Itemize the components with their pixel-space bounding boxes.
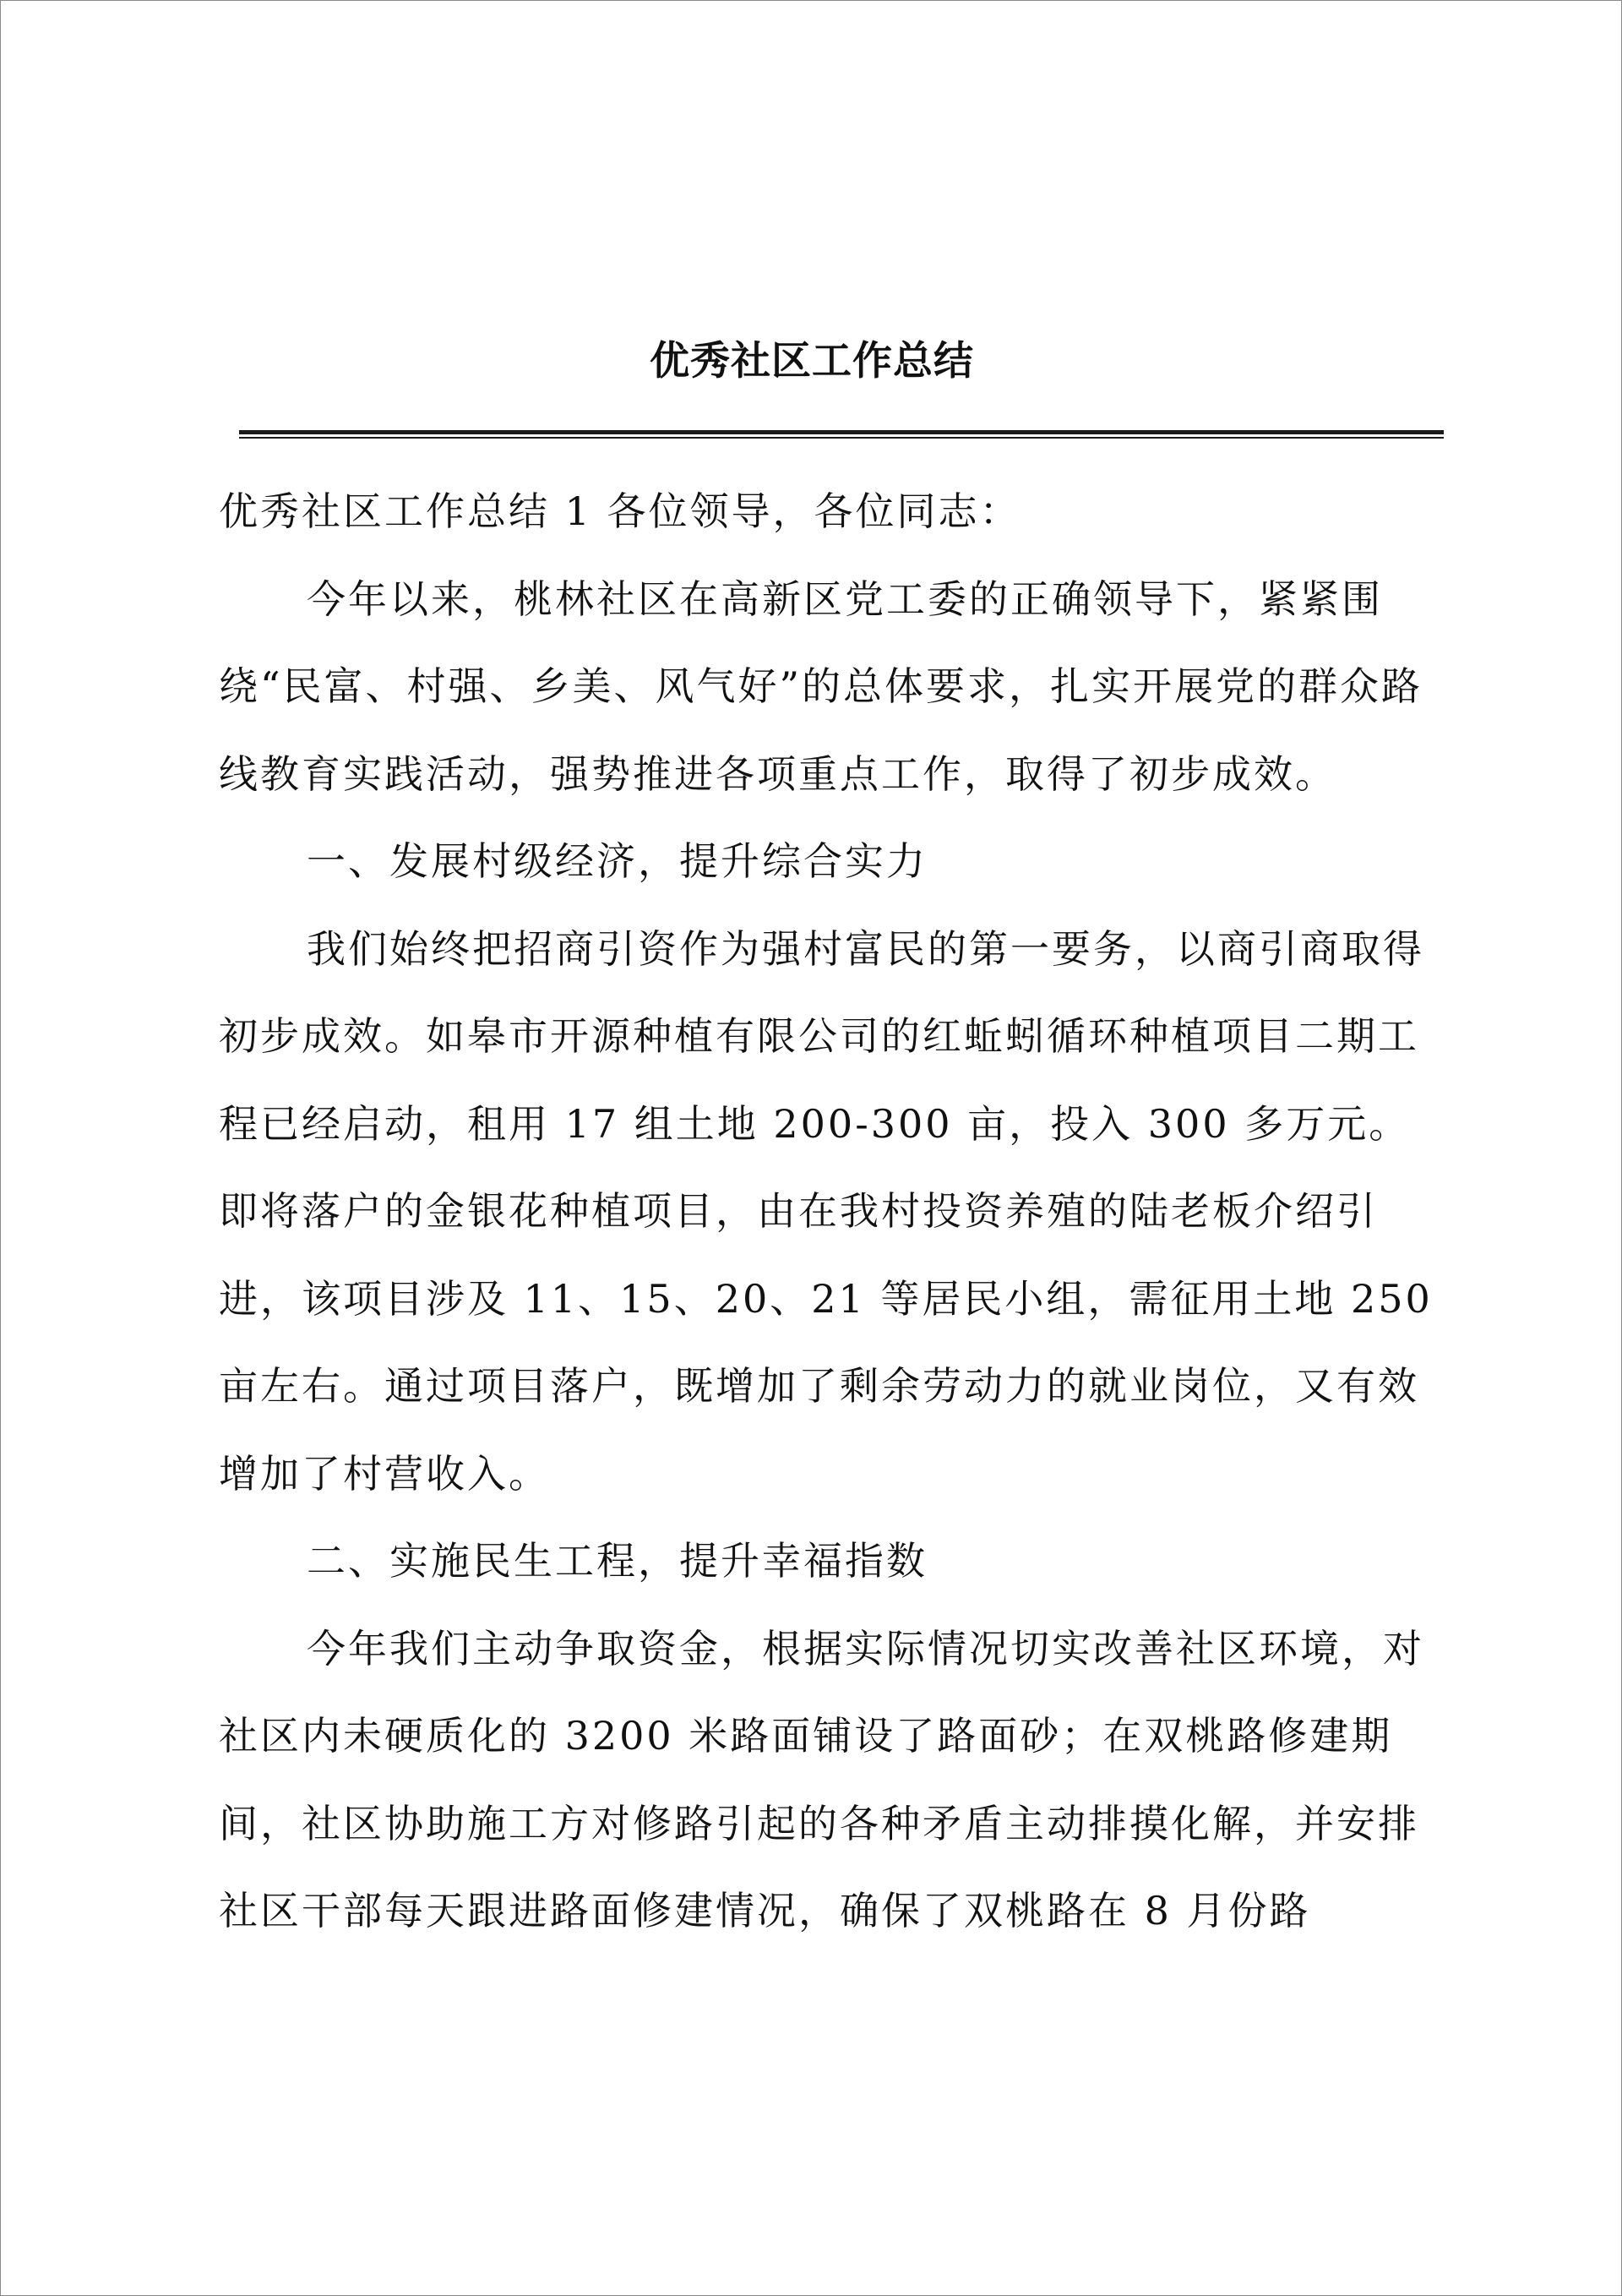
section-2-paragraph: 今年我们主动争取资金，根据实际情况切实改善社区环境，对社区内未硬质化的 3200 米路面铺设了路面砂；在双桃路修建期间，社区协助施工方对修路引起的各种矛盾主动排摸化解，并安排社区干部每天跟进路面修建情况，确保了双桃路在 8 月份路 [219, 1625, 1424, 1933]
title-divider-thin [239, 437, 1444, 439]
intro-paragraph: 今年以来，桃林社区在高新区党工委的正确领导下，紧紧围绕“民富、村强、乡美、风气好”的总体要求，扎实开展党的群众路线教育实践活动，强势推进各项重点工作，取得了初步成效。 [219, 575, 1423, 797]
document-body [219, 468, 1444, 1955]
section-heading-1: 一、发展村级经济，提升综合实力 [307, 838, 928, 884]
section-heading-2: 二、实施民生工程，提升幸福指数 [307, 1538, 928, 1584]
title-divider-thick [239, 430, 1444, 434]
section-1-paragraph: 我们始终把招商引资作为强村富民的第一要务，以商引商取得初步成效。如皋市开源种植有限公司的红蚯蚓循环种植项目二期工程已经启动，租用 17 组土地 200-300 亩，投入 300 多万元。即将落户的金银花种植项目，由在我村投资养殖的陆老板介绍引进，该项目涉及 11、15、20、21 等居民小组，需征用土地 250 亩左右。通过项目落户，既增加了剩余劳动力的就业岗位，又有效增加了村营收入。 [219, 925, 1433, 1497]
opening-line: 优秀社区工作总结 1 各位领导，各位同志： [219, 488, 1021, 534]
document-title: 优秀社区工作总结 [650, 338, 974, 384]
